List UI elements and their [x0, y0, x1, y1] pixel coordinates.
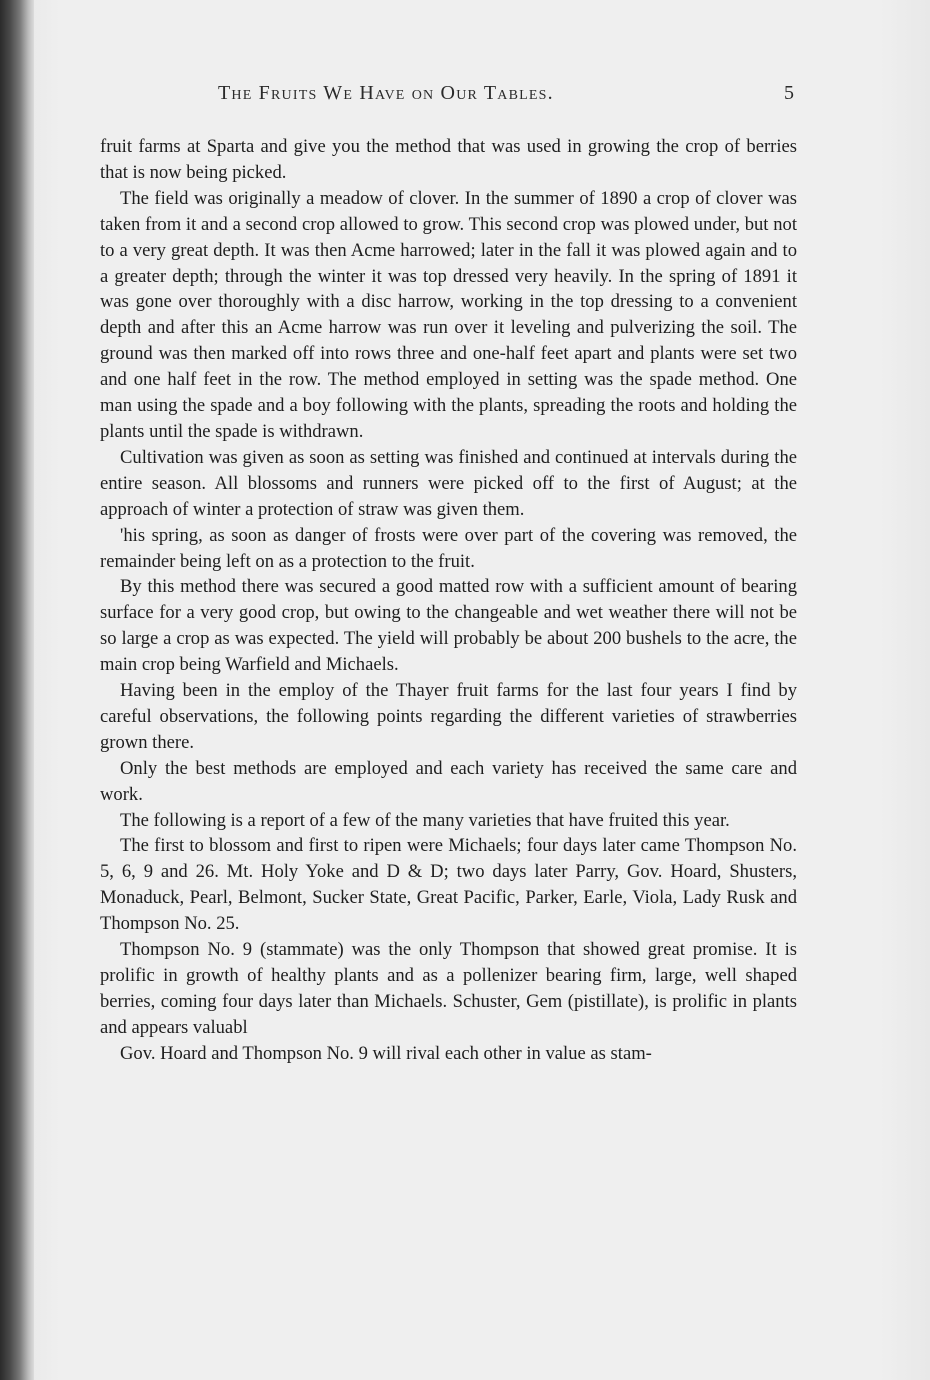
running-title: The Fruits We Have on Our Tables. [218, 82, 554, 104]
paragraph: 'his spring, as soon as danger of frosts were over part of the covering was removed, the remainder being left on as a protection to the fruit. [100, 524, 797, 572]
page-number: 5 [784, 82, 794, 104]
paragraph: The following is a report of a few of the many varieties that have fruited this year. [120, 809, 730, 831]
paragraph: Cultivation was given as soon as setting was finished and continued at intervals during the entire season. All blossoms and runners were picked off to the first of August; at the approach of winter a protection of straw was given them. [100, 446, 797, 520]
paragraph: The field was originally a meadow of clover. In the summer of 1890 a crop of clover was taken from it and a second crop allowed to grow. This second crop was plowed under, but not to a very great depth. It was then Acme harrowed; later in the fall it was plowed again and to a greater depth; through the winter it was top dressed very heavily. In the spring of 1891 it was gone over thoroughly with a disc harrow, working in the top dressing to a convenient depth and after this an Acme harrow was run over it leveling and pulverizing the soil. The ground was then marked off into rows three and one-half feet apart and plants were set two and one half feet in the row. The method employed in setting was the spade method. One man using the spade and a boy following with the plants, spreading the roots and holding the plants until the spade is withdrawn. [100, 187, 797, 442]
paragraph: fruit farms at Sparta and give you the method that was used in growing the crop of berries that is now being picked. [100, 136, 797, 183]
book-binding-shadow [0, 0, 34, 1380]
paragraph: Gov. Hoard and Thompson No. 9 will rival each other in value as stam- [120, 1042, 652, 1064]
paragraph: By this method there was secured a good matted row with a sufficient amount of bearing surface for a very good crop, but owing to the changeable and wet weather there will not be so large a crop as was expected. The yield will probably be about 200 bushels to the acre, the main crop being Warfield and Michaels. [100, 576, 797, 676]
paragraph: Having been in the employ of the Thayer fruit farms for the last four years I find by careful observations, the following points regarding the different varieties of strawberries grown there. [100, 680, 797, 753]
page-header [100, 82, 800, 110]
paragraph: Thompson No. 9 (stammate) was the only Thompson that showed great promise. It is prolific in growth of healthy plants and as a pollenizer bearing firm, large, well shaped berries, coming four days later than Michaels. Schuster, Gem (pistillate), is prolific in plants and appears valuabl [100, 939, 797, 1038]
body-text [100, 134, 797, 1067]
paragraph: The first to blossom and first to ripen were Michaels; four days later came Thompson No. 5, 6, 9 and 26. Mt. Holy Yoke and D & D; two days later Parry, Gov. Hoard, Shusters, Monaduck, Pearl, Belmont, Sucker State, Great Pacific, Parker, Earle, Viola, Lady Rusk and Thompson No. 25. [100, 835, 797, 935]
paragraph: Only the best methods are employed and each variety has received the same care and work. [100, 757, 797, 805]
